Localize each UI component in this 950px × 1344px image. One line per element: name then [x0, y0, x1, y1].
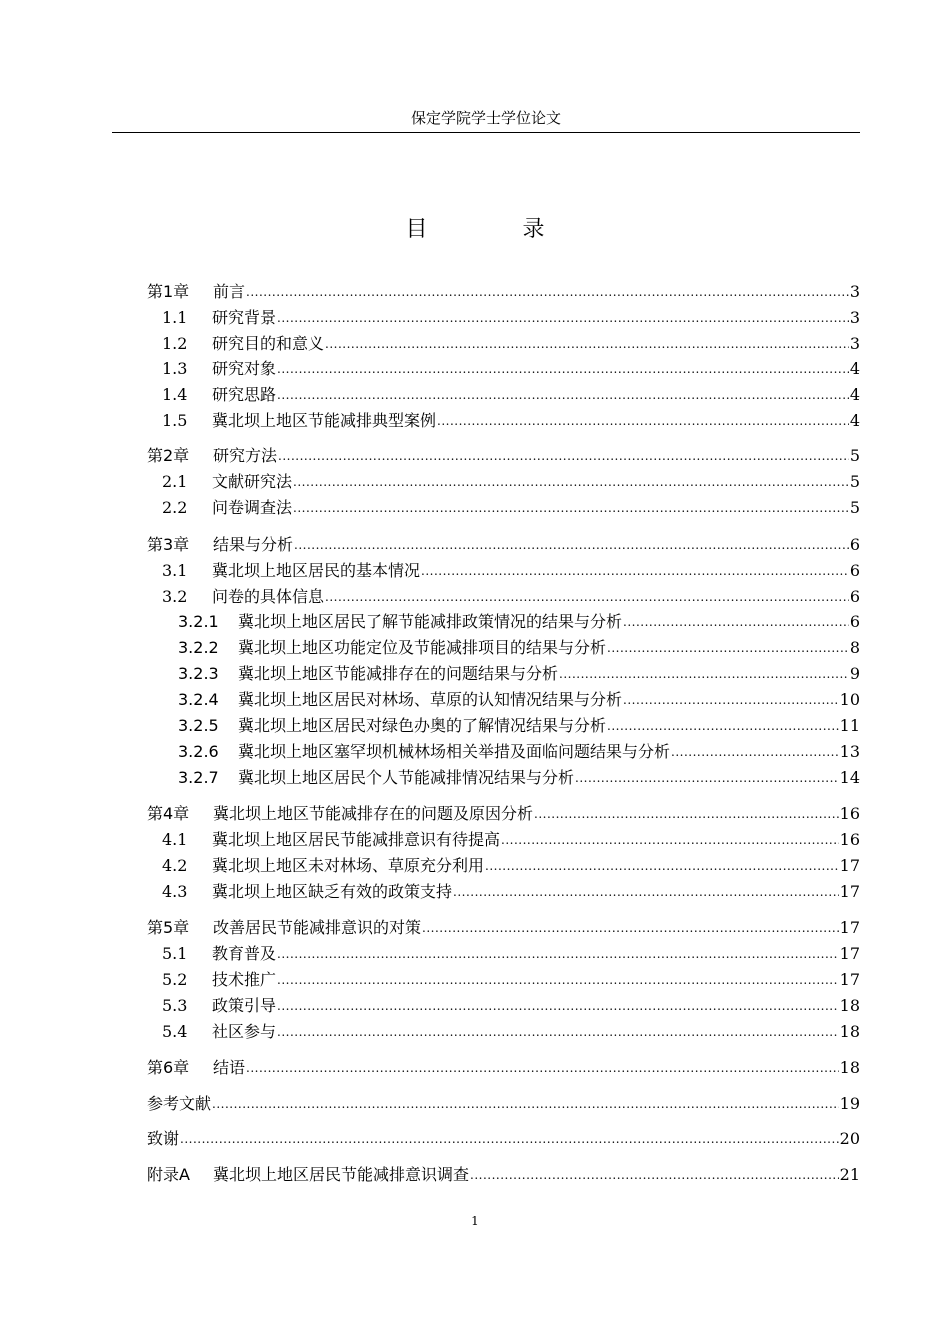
toc-entry[interactable]: [178, 686, 860, 710]
toc-entry-page: 6: [849, 561, 860, 580]
toc-entry[interactable]: [178, 712, 860, 736]
toc-entry-number: 2.2: [162, 498, 188, 517]
toc-dot-leader: [421, 563, 849, 579]
toc-entry-number: 1.2: [162, 334, 188, 353]
toc-entry-page: 9: [849, 664, 860, 683]
toc-entry-label: 冀北坝上地区塞罕坝机械林场相关举措及面临问题结果与分析: [238, 742, 671, 761]
toc-entry-page: 16: [839, 830, 860, 849]
toc-entry[interactable]: [162, 1018, 860, 1042]
toc-entry-page: 17: [839, 882, 860, 901]
toc-entry-number: 5.3: [162, 996, 188, 1015]
toc-entry-number: 3.2.2: [178, 638, 219, 657]
toc-entry-number: 第1章: [147, 282, 190, 301]
toc-dot-leader: [325, 589, 849, 605]
toc-entry-page: 8: [849, 638, 860, 657]
toc-entry-page: 3: [849, 308, 860, 327]
toc-entry[interactable]: [162, 468, 860, 492]
toc-entry[interactable]: [162, 583, 860, 607]
toc-entry[interactable]: [147, 278, 860, 302]
toc-dot-leader: [246, 284, 849, 300]
toc-dot-leader: [293, 500, 849, 516]
toc-entry[interactable]: [162, 494, 860, 518]
toc-entry-number: 第4章: [147, 804, 190, 823]
toc-entry-label: 问卷的具体信息: [212, 587, 325, 606]
toc-entry[interactable]: [147, 1161, 860, 1185]
toc-dot-leader: [294, 537, 849, 553]
toc-entry-number: 5.4: [162, 1022, 188, 1041]
toc-entry-number: 4.2: [162, 856, 188, 875]
toc-entry-page: 4: [849, 411, 860, 430]
toc-entry-number: 第6章: [147, 1058, 190, 1077]
toc-entry-label: 参考文献: [147, 1094, 212, 1113]
toc-dot-leader: [671, 744, 839, 760]
toc-entry-page: 4: [849, 359, 860, 378]
toc-dot-leader: [485, 858, 839, 874]
toc-dot-leader: [470, 1167, 839, 1183]
toc-entry-page: 17: [839, 944, 860, 963]
toc-entry[interactable]: [147, 1054, 860, 1078]
toc-entry-page: 17: [839, 856, 860, 875]
toc-entry-number: 5.1: [162, 944, 188, 963]
toc-entry-page: 5: [849, 446, 860, 465]
toc-entry[interactable]: [178, 634, 860, 658]
toc-entry-number: 3.2: [162, 587, 188, 606]
toc-entry-label: 技术推广: [212, 970, 277, 989]
toc-entry-page: 6: [849, 587, 860, 606]
running-header: 保定学院学士学位论文: [410, 109, 561, 127]
toc-entry-page: 3: [849, 334, 860, 353]
toc-entry-label: 冀北坝上地区居民对林场、草原的认知情况结果与分析: [238, 690, 623, 709]
toc-entry[interactable]: [162, 557, 860, 581]
toc-dot-leader: [534, 806, 839, 822]
toc-entry-page: 18: [839, 996, 860, 1015]
toc-entry-number: 1.5: [162, 411, 188, 430]
toc-entry-number: 3.2.3: [178, 664, 219, 683]
toc-entry-page: 18: [839, 1022, 860, 1041]
toc-dot-leader: [246, 1060, 839, 1076]
toc-dot-leader: [278, 448, 849, 464]
toc-entry-number: 第2章: [147, 446, 190, 465]
toc-entry-label: 冀北坝上地区居民节能减排意识有待提高: [212, 830, 501, 849]
toc-entry-label: 冀北坝上地区居民的基本情况: [212, 561, 421, 580]
toc-dot-leader: [277, 946, 839, 962]
toc-dot-leader: [277, 387, 849, 403]
toc-entry[interactable]: [162, 407, 860, 431]
toc-entry[interactable]: [162, 381, 860, 405]
toc-entry-number: 2.1: [162, 472, 188, 491]
toc-entry[interactable]: [162, 852, 860, 876]
toc-title: 目 录: [405, 217, 589, 242]
toc-entry-page: 11: [839, 716, 860, 735]
toc-entry-page: 19: [839, 1094, 860, 1113]
toc-entry-label: 社区参与: [212, 1022, 277, 1041]
toc-dot-leader: [277, 998, 839, 1014]
toc-entry[interactable]: [178, 738, 860, 762]
toc-entry-number: 1.4: [162, 385, 188, 404]
toc-dot-leader: [212, 1096, 839, 1112]
toc-entry-label: 结果与分析: [213, 535, 294, 554]
toc-entry-number: 第5章: [147, 918, 190, 937]
toc-entry-label: 问卷调查法: [212, 498, 293, 517]
toc-entry-number: 3.2.5: [178, 716, 219, 735]
toc-entry-number: 3.2.6: [178, 742, 219, 761]
toc-entry[interactable]: [178, 608, 860, 632]
toc-entry-label: 冀北坝上地区缺乏有效的政策支持: [212, 882, 453, 901]
toc-dot-leader: [607, 718, 839, 734]
toc-entry-page: 16: [839, 804, 860, 823]
toc-dot-leader: [453, 884, 839, 900]
toc-entry-page: 18: [839, 1058, 860, 1077]
toc-entry-label: 研究目的和意义: [212, 334, 325, 353]
toc-entry-label: 冀北坝上地区节能减排典型案例: [212, 411, 437, 430]
toc-entry-label: 研究对象: [212, 359, 277, 378]
toc-dot-leader: [180, 1131, 839, 1147]
toc-dot-leader: [501, 832, 839, 848]
toc-entry[interactable]: [147, 1090, 860, 1114]
toc-entry-page: 14: [839, 768, 860, 787]
toc-entry-number: 3.1: [162, 561, 188, 580]
toc-entry-page: 4: [849, 385, 860, 404]
toc-entry[interactable]: [178, 764, 860, 788]
toc-dot-leader: [623, 692, 839, 708]
page-number: 1: [471, 1214, 479, 1228]
toc-entry[interactable]: [162, 966, 860, 990]
toc-dot-leader: [277, 1024, 839, 1040]
toc-entry[interactable]: [147, 800, 860, 824]
toc-entry-number: 附录A: [147, 1165, 190, 1184]
toc-entry-page: 13: [839, 742, 860, 761]
toc-entry-page: 5: [849, 498, 860, 517]
toc-entry[interactable]: [162, 330, 860, 354]
toc-entry[interactable]: [162, 940, 860, 964]
toc-dot-leader: [623, 614, 849, 630]
toc-entry-page: 3: [849, 282, 860, 301]
toc-entry-label: 冀北坝上地区功能定位及节能减排项目的结果与分析: [238, 638, 607, 657]
toc-entry-label: 文献研究法: [212, 472, 293, 491]
toc-entry-number: 1.3: [162, 359, 188, 378]
toc-entry-label: 冀北坝上地区居民了解节能减排政策情况的结果与分析: [238, 612, 623, 631]
toc-dot-leader: [437, 413, 849, 429]
toc-dot-leader: [422, 920, 839, 936]
toc-entry-label: 研究方法: [213, 446, 278, 465]
toc-entry-label: 冀北坝上地区节能减排存在的问题结果与分析: [238, 664, 559, 683]
toc-entry-number: 第3章: [147, 535, 190, 554]
toc-entry[interactable]: [147, 914, 860, 938]
toc-entry-label: 教育普及: [212, 944, 277, 963]
toc-entry[interactable]: [147, 531, 860, 555]
toc-entry-page: 6: [849, 612, 860, 631]
toc-dot-leader: [277, 310, 849, 326]
toc-entry-page: 20: [839, 1129, 860, 1148]
toc-dot-leader: [325, 336, 849, 352]
toc-entry-page: 5: [849, 472, 860, 491]
toc-entry-label: 致谢: [147, 1129, 180, 1148]
toc-entry[interactable]: [162, 304, 860, 328]
toc-entry-number: 5.2: [162, 970, 188, 989]
toc-entry-number: 3.2.1: [178, 612, 219, 631]
toc-entry-label: 结语: [213, 1058, 246, 1077]
toc-entry-label: 冀北坝上地区居民个人节能减排情况结果与分析: [238, 768, 575, 787]
toc-entry-page: 21: [839, 1165, 860, 1184]
toc-entry[interactable]: [162, 878, 860, 902]
toc-entry-label: 政策引导: [212, 996, 277, 1015]
toc-entry-number: 3.2.7: [178, 768, 219, 787]
toc-entry[interactable]: [147, 1125, 860, 1149]
toc-entry-page: 10: [839, 690, 860, 709]
toc-entry-number: 4.3: [162, 882, 188, 901]
toc-dot-leader: [559, 666, 849, 682]
toc-dot-leader: [575, 770, 839, 786]
toc-entry-label: 前言: [213, 282, 246, 301]
toc-entry-page: 6: [849, 535, 860, 554]
toc-entry[interactable]: [162, 355, 860, 379]
toc-dot-leader: [607, 640, 849, 656]
toc-entry[interactable]: [162, 826, 860, 850]
toc-entry-number: 4.1: [162, 830, 188, 849]
toc-entry-page: 17: [839, 918, 860, 937]
toc-entry-label: 研究思路: [212, 385, 277, 404]
toc-entry-page: 17: [839, 970, 860, 989]
toc-entry[interactable]: [178, 660, 860, 684]
toc-dot-leader: [277, 361, 849, 377]
toc-entry-label: 改善居民节能减排意识的对策: [213, 918, 422, 937]
toc-entry[interactable]: [162, 992, 860, 1016]
toc-entry-label: 冀北坝上地区节能减排存在的问题及原因分析: [213, 804, 534, 823]
toc-entry-number: 1.1: [162, 308, 188, 327]
toc-entry-label: 冀北坝上地区未对林场、草原充分利用: [212, 856, 485, 875]
toc-entry-number: 3.2.4: [178, 690, 219, 709]
toc-dot-leader: [293, 474, 849, 490]
toc-entry-label: 冀北坝上地区居民对绿色办奥的了解情况结果与分析: [238, 716, 607, 735]
toc-dot-leader: [277, 972, 839, 988]
toc-entry-label: 冀北坝上地区居民节能减排意识调查: [213, 1165, 470, 1184]
toc-entry-label: 研究背景: [212, 308, 277, 327]
toc-entry[interactable]: [147, 442, 860, 466]
